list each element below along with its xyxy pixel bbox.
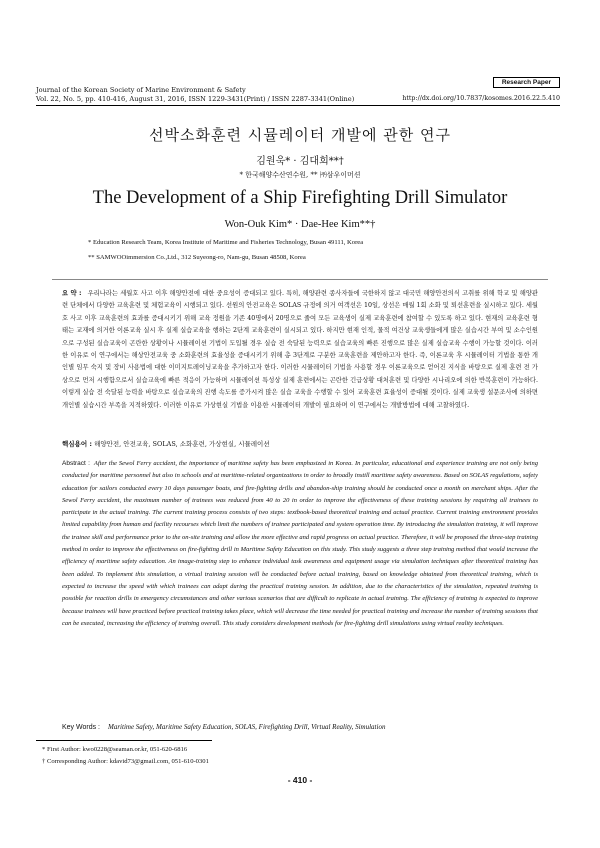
- journal-name: Journal of the Korean Society of Marine Environment & Safety: [36, 86, 246, 94]
- korean-abstract-text: 우리나라는 세월호 사고 이후 해양안전에 대한 중요성이 증대되고 있다. 특히, 해양관련 종사자들에 국한하지 않고 대국민 해양안전의식 고취를 위해 학교 및 해양관련 단체에서 다양한 교육훈련 및 체험교육이 시행되고 있다. 선원의 안전교육은 SOLAS 규정에 의거 여객선은 10일, 상선은 매월 1회 소화 및 퇴선훈련을 실시하고 있다. 세월호 사고 이후 교육훈련의 효과를 증대시키기 위해 교육 정원을 기존 40명에서 20명으로 줄여 모든 교육생이 실제 교육훈련에 참여할 수 있도록 하고 있다. 현재의 교육훈련 형태는 교재에 의거한 이론교육 실시 후 실제 실습교육을 행하는 2단계 교육훈련이 실시되고 있다. 하지만 현재 인적, 물적 여건상 교육생들에게 많은 실습시간 부여 및 소수인원으로 구성된 실습교육이 곤란한 상황이나 시뮬레이션 기법이 도입될 경우 실습 전 숙달된 능력으로 실습교육의 빠른 진행으로 많은 실제 실습교육 수행이 가능할 것이다. 이러한 이유로 이 연구에서는 해상안전교육 중 소화훈련의 효율성을 증대시키기 위해 총 3단계로 구분한 교육훈련을 제안하고자 한다. 즉, 이론교육 후 시뮬레이터 기법을 통한 개인별 임무 숙지 및 장비 사용법에 대한 이미지트레이닝교육을 추가하고자 한다. 이러한 시뮬레이터 기법을 사용할 경우 이론교육으로 얻어진 지식을 바탕으로 실제 훈련 전 가상으로 먼저 시행함으로서 실습교육에 빠른 적응이 가능하며 시뮬레이션 특성상 실제 훈련에서는 곤란한 긴급상황 대처훈련 및 다양한 시나리오에 의한 반복훈련이 가능하다. 이렇게 실습 전 숙달된 능력을 바탕으로 실습교육의 진행 속도를 증가시켜 많은 실습 교육을 수행할 수 있어 교육훈련 효율성이 증대될 것이다. 실제 교육생 설문조사에 의하면 개인별 실습시간 부족을 지적하였다. 이러한 이유로 가상현실 기법을 이용한 시뮬레이터 개발이 필요하며 이 연구에서는 개발방법에 대해 고찰하였다.: [62, 290, 538, 409]
- journal-info: [36, 86, 354, 104]
- english-affiliation-2: ** SAMWOOimmersion Co.,Ltd., 312 Suyeong-ro, Nam-gu, Busan 48508, Korea: [88, 254, 306, 261]
- english-keywords-text: Maritime Safety, Maritime Safety Education, SOLAS, Firefighting Drill, Virtual Reality, Simulation: [108, 723, 386, 731]
- journal-volume: Vol. 22, No. 5, pp. 410-416, August 31, 2016, ISSN 1229-3431(Print) / ISSN 2287-3341(Online): [36, 95, 355, 103]
- english-abstract: [62, 458, 538, 630]
- page-number: - 410 -: [287, 775, 313, 785]
- english-title: The Development of a Ship Firefighting Drill Simulator: [92, 188, 508, 208]
- footnote-divider: [36, 740, 212, 741]
- english-authors: Won-Ouk Kim* · Dae-Hee Kim**†: [224, 219, 376, 230]
- korean-abstract-label: 요 약 :: [62, 290, 82, 297]
- korean-title: 선박소화훈련 시뮬레이터 개발에 관한 연구: [149, 126, 451, 144]
- english-keywords-label: Key Words :: [62, 724, 100, 731]
- first-author-footnote: * First Author: kwo0228@seaman.or.kr, 051-620-6816: [42, 746, 188, 753]
- doi-link[interactable]: http://dx.doi.org/10.7837/kosomes.2016.22.5.410: [402, 95, 560, 102]
- korean-abstract: [62, 288, 538, 412]
- section-divider: [52, 279, 548, 280]
- english-abstract-text: After the Sewol Ferry accident, the importance of maritime safety has been emphasized in Korea. In particular, educational and experience training are not only being conducted for maritime personnel but also in schools and at maritime-related organizations in order to broadly instill maritime safety awareness. Based on SOLAS regulations, safety education for sailors conducted every 10 days passenger boats, and fire-fighting drills and abandon-ship training should be conducted once a month on merchant ships. After the Sewol Ferry accident, the maximum number of trainees was reduced from 40 to 20 in order to improve the effectiveness of these training sessions by requiring all trainees to participate in the actual training. The current training process consists of two steps: textbook-based theoretical training and actual practice. Current training environment provides limited capability from human and facility recourses which limit the numbers of trainee participated and system operation time. By introducing the simulation training, it will improve the trainee skill and performance prior to the on-site training and allow the more effective and rapid progress on actual practice. Therefore, it will be proposed the three-step training method in order to improve the effectiveness on fire-fighting drill in Maritime Safety Education on this study. This study suggests a three step training method that would increase the efficiency of maritime safety education. An image-training step to enhance individual task awareness and equipment usage via simulation techniques after theoretical training has been added. To implement this simulation, a virtual training session will be conducted before actual training, based on knowledge obtained from theoretical training, which is expected to increase the speed with which trainees can adapt during the practical training session. In addition, due to the characteristics of the simulation, repeated training is possible for reaction drills in emergency circumstances and other various scenarios that are difficult to replicate in actual training. The efficiency of training is expected to improve because trainees will have practiced before practical training takes place, which will decrease the time needed for practical training and increase the number of training sessions that can be executed, increasing the efficiency of training overall. This study considers development methods for fire-fighting drill simulations using virtual reality techniques.: [62, 460, 538, 627]
- header-divider: [36, 105, 560, 106]
- english-keywords: [62, 723, 385, 731]
- korean-authors: 김원욱* · 김대희**†: [256, 156, 344, 167]
- english-affiliation-1: * Education Research Team, Korea Institute of Maritime and Fisheries Technology, Busan 49111, Korea: [88, 239, 364, 246]
- korean-affiliation: * 한국해양수산연수원, ** ㈜삼우이머션: [239, 171, 361, 179]
- korean-keywords: [62, 439, 270, 448]
- corresponding-author-footnote: † Corresponding Author: kdavid73@gmail.com, 051-610-0301: [42, 758, 209, 765]
- korean-keywords-label: 핵심용어 :: [62, 440, 92, 448]
- korean-keywords-text: 해양안전, 안전교육, SOLAS, 소화훈련, 가상현실, 시뮬레이션: [94, 440, 270, 448]
- english-abstract-label: Abstract :: [62, 460, 90, 467]
- article-type-badge: Research Paper: [493, 77, 560, 88]
